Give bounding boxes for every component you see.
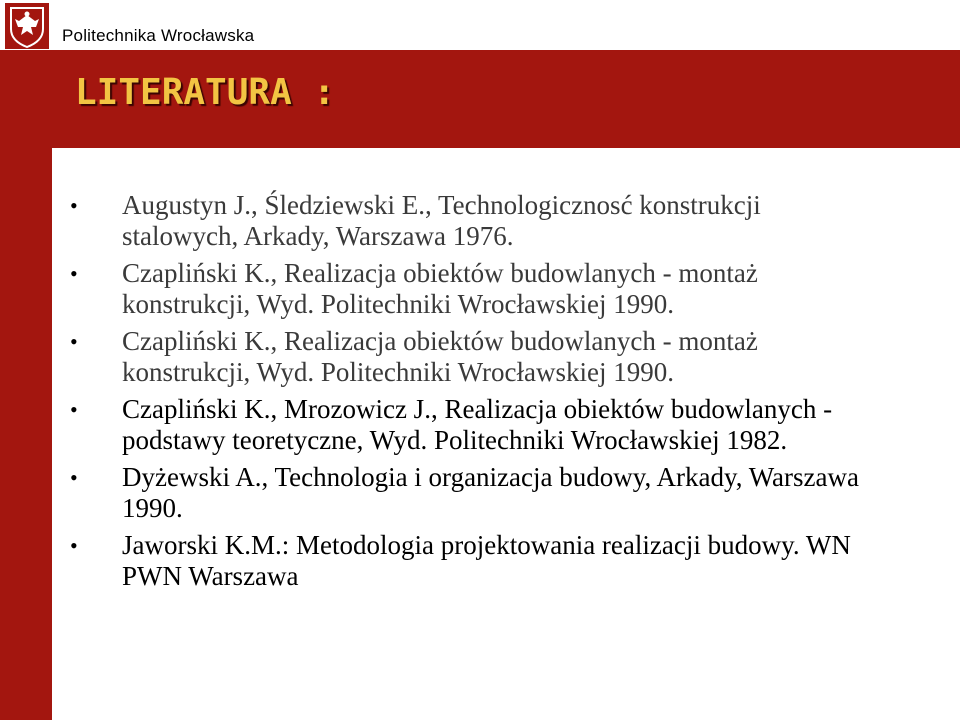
reference-authors: Augustyn J., Śledziewski E. xyxy=(122,190,425,220)
reference-item xyxy=(70,394,880,456)
reference-list xyxy=(70,190,880,598)
reference-details: : Metodologia projektowania realizacji budowy. WN PWN Warszawa xyxy=(122,530,851,591)
bullet-icon: • xyxy=(70,465,78,490)
reference-item xyxy=(70,326,880,388)
bullet-icon: • xyxy=(70,193,78,218)
reference-details: , Realizacja obiektów budowlanych - podstawy teoretyczne, Wyd. Politechniki Wrocławskiej 1982. xyxy=(122,394,833,455)
slide-title: LITERATURA : xyxy=(75,72,336,113)
reference-details: , Realizacja obiektów budowlanych - montaż konstrukcji, Wyd. Politechniki Wrocławskiej 1990. xyxy=(122,258,758,319)
reference-details: , Technologia i organizacja budowy, Arkady, Warszawa 1990. xyxy=(122,462,859,523)
reference-item xyxy=(70,530,880,592)
reference-authors: Dyżewski A. xyxy=(122,462,262,492)
reference-authors: Czapliński K., Mrozowicz J. xyxy=(122,394,431,424)
top-header xyxy=(0,0,960,50)
reference-details: , Realizacja obiektów budowlanych - montaż konstrukcji, Wyd. Politechniki Wrocławskiej 1990. xyxy=(122,326,758,387)
bullet-icon: • xyxy=(70,261,78,286)
reference-authors: Czapliński K. xyxy=(122,258,271,288)
reference-item xyxy=(70,258,880,320)
reference-item xyxy=(70,190,880,252)
reference-details: , Technologicznosć konstrukcji stalowych, Arkady, Warszawa 1976. xyxy=(122,190,761,251)
reference-item xyxy=(70,462,880,524)
reference-authors: Czapliński K. xyxy=(122,326,271,356)
bullet-icon: • xyxy=(70,329,78,354)
left-accent-strip xyxy=(0,50,52,720)
eagle-crest-icon xyxy=(5,3,49,49)
bullet-icon: • xyxy=(70,397,78,422)
bullet-icon: • xyxy=(70,533,78,558)
university-name: Politechnika Wrocławska xyxy=(62,26,255,45)
reference-authors: Jaworski K.M. xyxy=(122,530,282,560)
